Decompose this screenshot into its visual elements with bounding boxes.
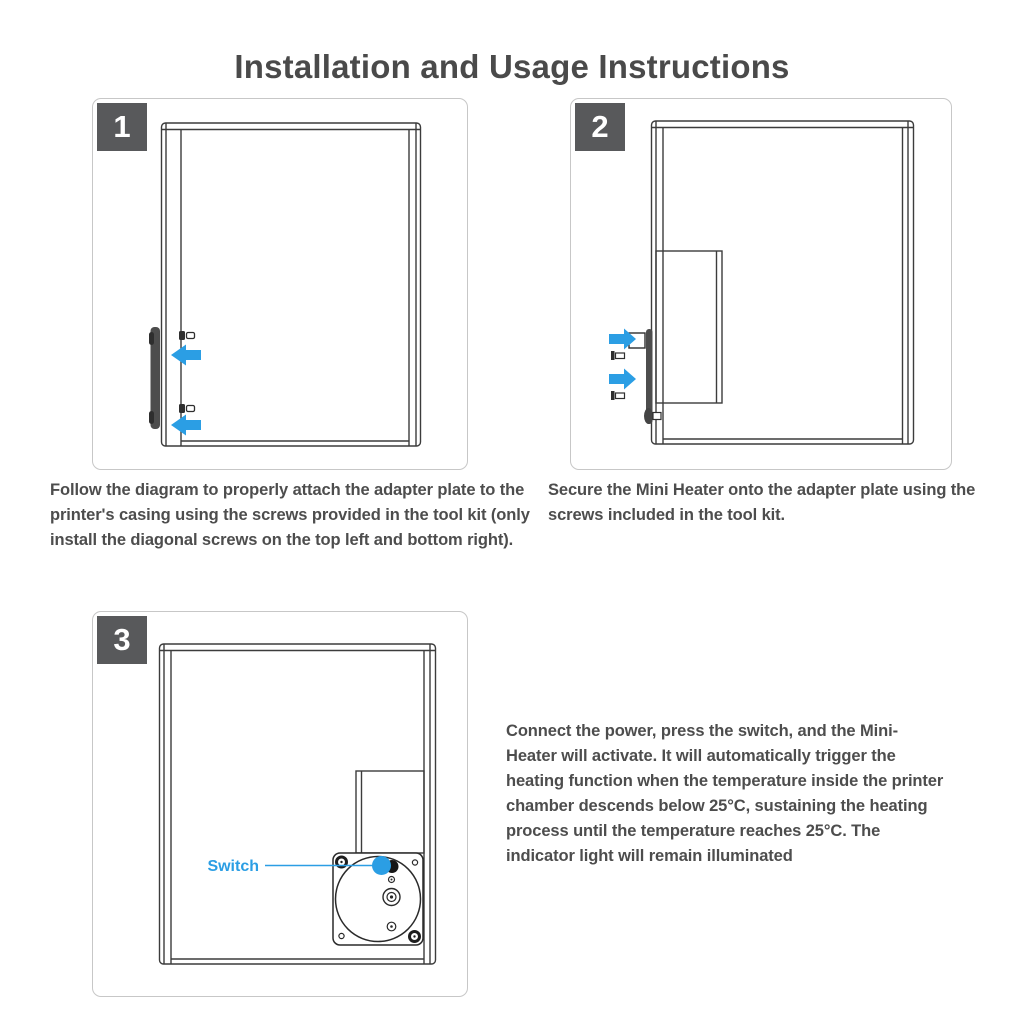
mini-heater-outline [656,251,722,403]
printer-diagram-step1 [93,99,467,469]
step-number: 1 [113,109,131,144]
screw-icon [611,351,625,360]
screw-icon [179,331,195,340]
step-badge-1 [97,103,147,151]
step-badge-2 [575,103,625,151]
step-caption-3: Connect the power, press the switch, and the Mini-Heater will activate. It will automatically trigger the heating function when the temperature inside the printer chamber descends below 25°C, sustaining the heating process until the temperature reaches 25°C. The indicator light will remain illuminated [506,722,944,865]
page-title: Installation and Usage Instructions [234,48,790,86]
step-badge-3 [97,616,147,664]
mini-heater-outline [356,771,424,853]
arrow-left-icon [171,415,201,436]
switch-label: Switch [207,858,259,875]
screw-icon [179,404,195,413]
step-panel-3 [92,611,468,997]
step-panel-2 [570,98,952,470]
printer-casing-outline [162,123,421,446]
fan-plate [333,853,423,945]
screw-icon [611,391,625,400]
step-caption-2: Secure the Mini Heater onto the adapter plate using the screws included in the tool kit. [548,481,976,524]
arrow-right-icon [609,369,636,390]
step-number: 3 [113,622,131,657]
printer-diagram-step2 [571,99,951,469]
step-caption-1: Follow the diagram to properly attach the adapter plate to the printer's casing using the screws provided in the tool kit (only install the diagonal screws on the top left and bottom right). [50,481,530,549]
arrow-left-icon [171,345,201,366]
printer-casing-outline [652,121,914,444]
printer-diagram-step3 [93,612,467,996]
adapter-plate [149,327,160,429]
switch-highlight-dot [372,856,391,875]
step-panel-1 [92,98,468,470]
step-number: 2 [591,109,609,144]
